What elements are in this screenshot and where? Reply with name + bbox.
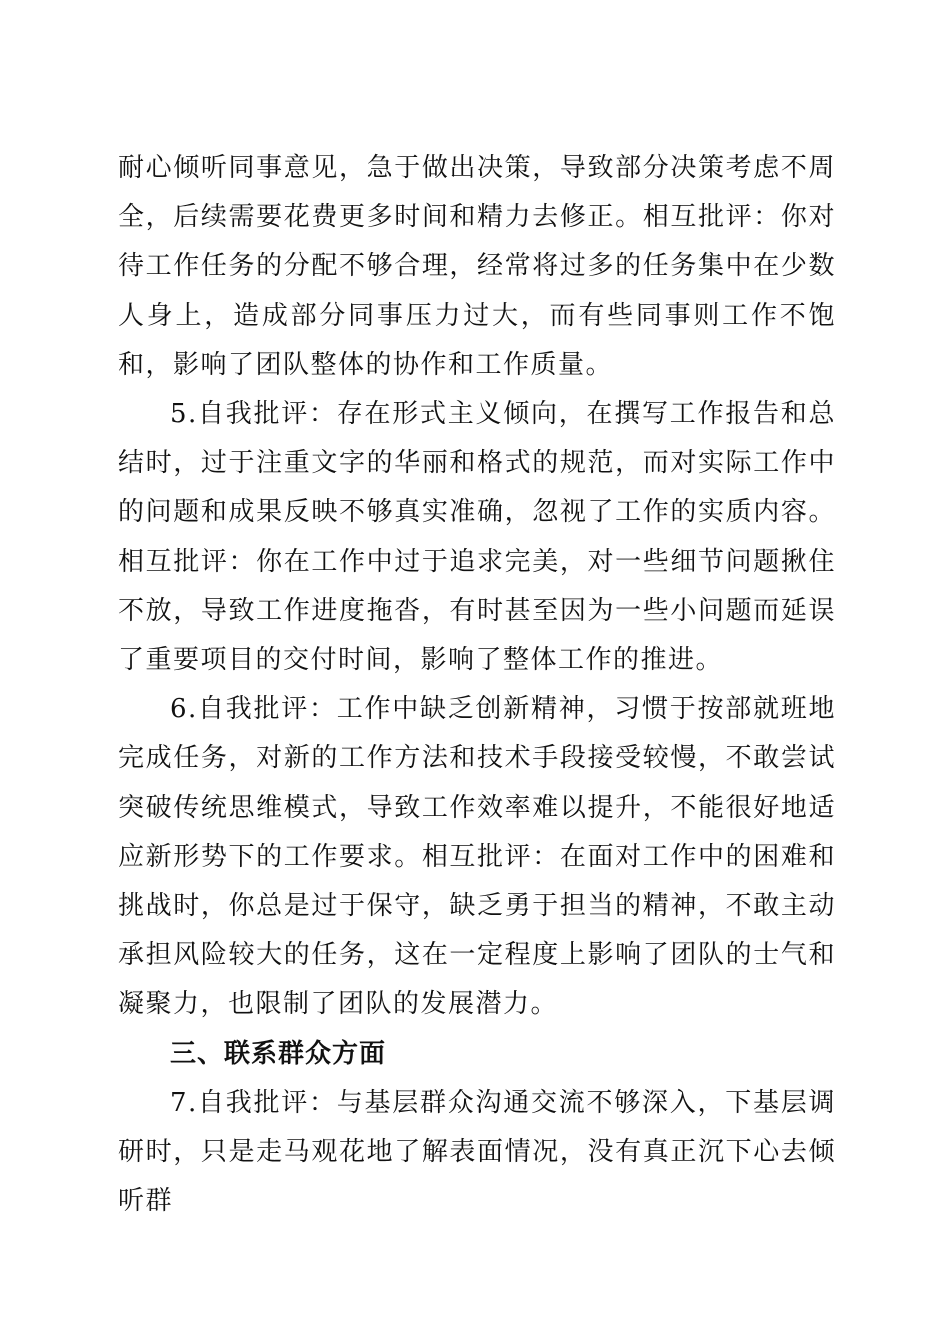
paragraph-item-5: 5.自我批评：存在形式主义倾向，在撰写工作报告和总结时，过于注重文字的华丽和格式的规范，而对实际工作中的问题和成果反映不够真实准确，忽视了工作的实质内容。相互批评：你在工作中过于追求完美，对一些细节问题揪住不放，导致工作进度拖沓，有时甚至因为一些小问题而延误了重要项目的交付时间，影响了整体工作的推进。 [118, 399, 836, 676]
paragraph-continuation: 耐心倾听同事意见，急于做出决策，导致部分决策考虑不周全，后续需要花费更多时间和精力去修正。相互批评：你对待工作任务的分配不够合理，经常将过多的任务集中在少数人身上，造成部分同事压力过大，而有些同事则工作不饱和，影响了团队整体的协作和工作质量。 [118, 153, 836, 380]
section-heading: 三、联系群众方面 [170, 1038, 387, 1069]
document-body [118, 144, 836, 1226]
paragraph-item-6: 6.自我批评：工作中缺乏创新精神，习惯于按部就班地完成任务，对新的工作方法和技术手段接受较慢，不敢尝试突破传统思维模式，导致工作效率难以提升，不能很好地适应新形势下的工作要求。相互批评：在面对工作中的困难和挑战时，你总是过于保守，缺乏勇于担当的精神，不敢主动承担风险较大的任务，这在一定程度上影响了团队的士气和凝聚力，也限制了团队的发展潜力。 [118, 694, 836, 1020]
paragraph-item-7: 7.自我批评：与基层群众沟通交流不够深入，下基层调研时，只是走马观花地了解表面情况，没有真正沉下心去倾听群 [118, 1087, 836, 1217]
